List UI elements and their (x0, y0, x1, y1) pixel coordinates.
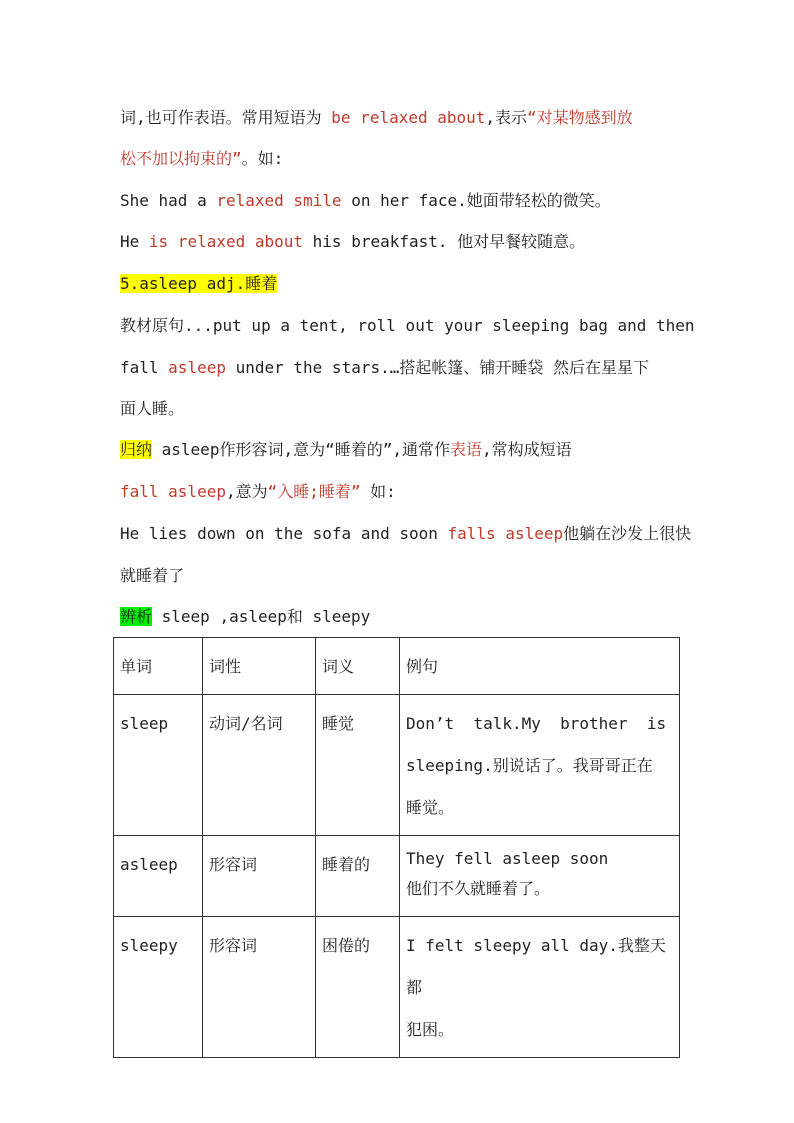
analysis-heading: 辨析 sleep ,asleep和 sleepy (120, 607, 371, 626)
analysis-tag: 辨析 (120, 607, 153, 626)
para1-line1: 词,也可作表语。常用短语为 be relaxed about,表示“对某物感到放 (120, 108, 633, 127)
origin-line1: 教材原句...put up a tent, roll out your sleeping bag and then (120, 316, 695, 335)
example-line: They fell asleep soon (406, 849, 609, 868)
cell-example (400, 695, 680, 836)
section-heading-5: 5.asleep adj.睡着 (120, 274, 278, 293)
example-line: I felt sleepy all day.我整天都 (406, 936, 666, 997)
example-line: Don’t talk.My brother is (406, 714, 667, 733)
phrase-be-relaxed-about: be relaxed about (331, 108, 486, 127)
example-3-line2: 就睡着了 (120, 566, 185, 585)
cell-pos: 形容词 (203, 836, 316, 917)
summary-line2: fall asleep,意为“入睡;睡着” 如: (120, 482, 396, 501)
example-line: 犯困。 (406, 1020, 455, 1039)
cell-example (400, 836, 680, 917)
cell-word: sleepy (114, 917, 203, 1058)
comparison-table (113, 637, 680, 1058)
cell-meaning: 困倦的 (316, 917, 400, 1058)
cell-word: sleep (114, 695, 203, 836)
example-line: sleeping.别说话了。我哥哥正在 (406, 756, 653, 775)
cell-word: asleep (114, 836, 203, 917)
summary-line1: 归纳 asleep作形容词,意为“睡着的”,通常作表语,常构成短语 (120, 440, 572, 459)
example-2: He is relaxed about his breakfast. 他对早餐较随意。 (120, 232, 586, 251)
cell-pos: 形容词 (203, 917, 316, 1058)
header-pos: 词性 (203, 638, 316, 695)
example-1: She had a relaxed smile on her face.她面带轻松的微笑。 (120, 191, 611, 210)
cell-meaning: 睡着的 (316, 836, 400, 917)
origin-line3: 面人睡。 (120, 399, 185, 418)
cell-meaning: 睡觉 (316, 695, 400, 836)
origin-line2: fall asleep under the stars.…搭起帐篷、铺开睡袋 然后在星星下 (120, 358, 649, 377)
table-row (114, 836, 680, 917)
example-3-line1: He lies down on the sofa and soon falls asleep他躺在沙发上很快 (120, 524, 692, 543)
header-example: 例句 (400, 638, 680, 695)
table-row (114, 695, 680, 836)
cell-example (400, 917, 680, 1058)
table-header-row (114, 638, 680, 695)
example-line: 他们不久就睡着了。 (406, 879, 551, 898)
header-meaning: 词义 (316, 638, 400, 695)
table-row (114, 917, 680, 1058)
header-word: 单词 (114, 638, 203, 695)
cell-pos: 动词/名词 (203, 695, 316, 836)
summary-tag: 归纳 (120, 440, 153, 459)
example-line: 睡觉。 (406, 798, 455, 817)
para1-line2: 松不加以拘束的”。如: (120, 149, 284, 168)
